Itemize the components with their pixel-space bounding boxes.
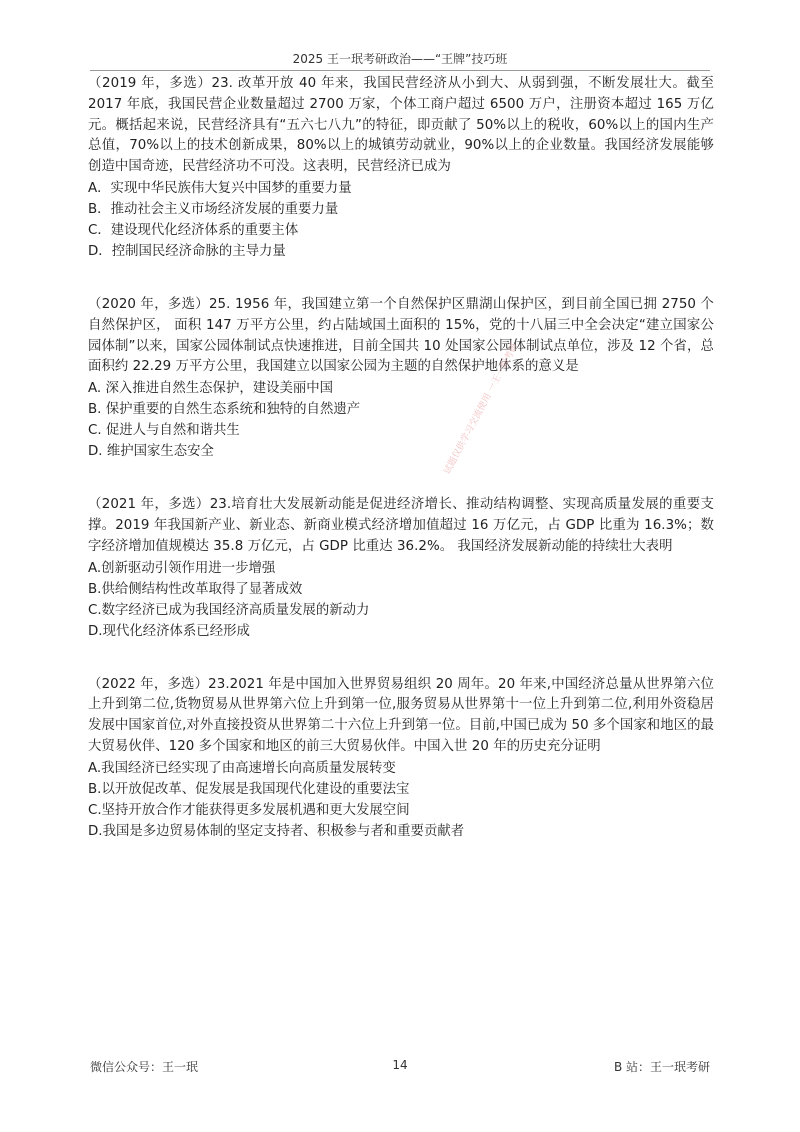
option-c: C．建设现代化经济体系的重要主体 bbox=[88, 222, 299, 238]
option-a: A．实现中华民族伟大复兴中国梦的重要力量 bbox=[88, 180, 352, 196]
question-list bbox=[88, 74, 714, 875]
option-b: B．推动社会主义市场经济发展的重要力量 bbox=[88, 201, 339, 217]
question-stem: （2020 年，多选）25. 1956 年，我国建立第一个自然保护区鼎湖山保护区，到目前全国已拥 2750 个自然保护区， 面积 147 万平方公里，约占陆域国土面积的 15%，党的十八届三中全会决定“建立国家公园体制”以来，国家公园体制试点快速推进，目前全国共 10 处国家公园体制试点单位，涉及 12 个省，总面积约 22.29 万平方公里，我国建立以国家公园为主题的自然保护地体系的意义是 bbox=[88, 296, 714, 375]
question-2021 bbox=[88, 495, 714, 641]
option-list bbox=[88, 178, 714, 262]
footer-wechat: 微信公众号：王一珉 bbox=[90, 1060, 199, 1074]
option-d: D.现代化经济体系已经形成 bbox=[88, 623, 250, 639]
question-stem: （2019 年，多选）23. 改革开放 40 年来，我国民营经济从小到大、从弱到强，不断发展壮大。截至 2017 年底，我国民营企业数量超过 2700 万家，个体工商户超过 6500 万户，注册资本超过 165 万亿元。概括起来说，民营经济具有“五六七八九”的特征，即贡献了 50%以上的税收，60%以上的国内生产总值，70%以上的技术创新成果，80%以上的城镇劳动就业，90%以上的企业数量。我国经济发展能够创造中国奇迹，民营经济功不可没。这表明，民营经济已成为 bbox=[88, 76, 714, 175]
watermark: 试题仅供学习交流使用 一王一珉考研 bbox=[442, 341, 521, 477]
question-2020 bbox=[88, 295, 714, 462]
header-title: 2025 王一珉考研政治——“王牌”技巧班 bbox=[292, 52, 508, 66]
page-header bbox=[90, 50, 710, 71]
question-2022 bbox=[88, 675, 714, 842]
option-c: C.坚持开放合作才能获得更多发展机遇和更大发展空间 bbox=[88, 802, 410, 818]
option-c: C. 促进人与自然和谐共生 bbox=[88, 423, 240, 439]
option-list bbox=[88, 378, 714, 462]
question-stem: （2022 年，多选）23.2021 年是中国加入世界贸易组织 20 周年。20 年来,中国经济总量从世界第六位上升到第二位,货物贸易从世界第六位上升到第一位,服务贸易从世界第十一位上升到第二位,利用外资稳居发展中国家首位,对外直接投资从世界第二十六位上升到第一位。目前,中国已成为 50 多个国家和地区的最大贸易伙伴、120 多个国家和地区的前三大贸易伙伴。中国入世 20 年的历史充分证明 bbox=[88, 676, 714, 754]
option-list bbox=[88, 558, 714, 642]
option-a: A.创新驱动引领作用进一步增强 bbox=[88, 560, 276, 576]
option-d: D．控制国民经济命脉的主导力量 bbox=[88, 243, 286, 259]
option-list bbox=[88, 758, 714, 842]
option-b: B.供给侧结构性改革取得了显著成效 bbox=[88, 581, 303, 597]
option-a: A. 深入推进自然生态保护，建设美丽中国 bbox=[88, 381, 334, 397]
option-d: D. 维护国家生态安全 bbox=[88, 444, 214, 460]
option-a: A.我国经济已经实现了由高速增长向高质量发展转变 bbox=[88, 760, 396, 776]
option-b: B.以开放促改革、促发展是我国现代化建设的重要法宝 bbox=[88, 781, 410, 797]
option-d: D.我国是多边贸易体制的坚定支持者、积极参与者和重要贡献者 bbox=[88, 823, 465, 839]
page-number: 14 bbox=[392, 1058, 408, 1072]
option-c: C.数字经济已成为我国经济高质量发展的新动力 bbox=[88, 602, 370, 618]
question-2019 bbox=[88, 74, 714, 262]
question-stem: （2021 年，多选）23.培育壮大发展新动能是促进经济增长、推动结构调整、实现高质量发展的重要支撑。2019 年我国新产业、新业态、新商业模式经济增加值超过 16 万亿元，占 GDP 比重为 16.3%；数字经济增加值规模达 35.8 万亿元，占 GDP 比重达 36.2%。 我国经济发展新动能的持续壮大表明 bbox=[88, 497, 714, 554]
option-b: B. 保护重要的自然生态系统和独特的自然遗产 bbox=[88, 402, 361, 418]
footer-bilibili: B 站：王一珉考研 bbox=[613, 1060, 710, 1074]
